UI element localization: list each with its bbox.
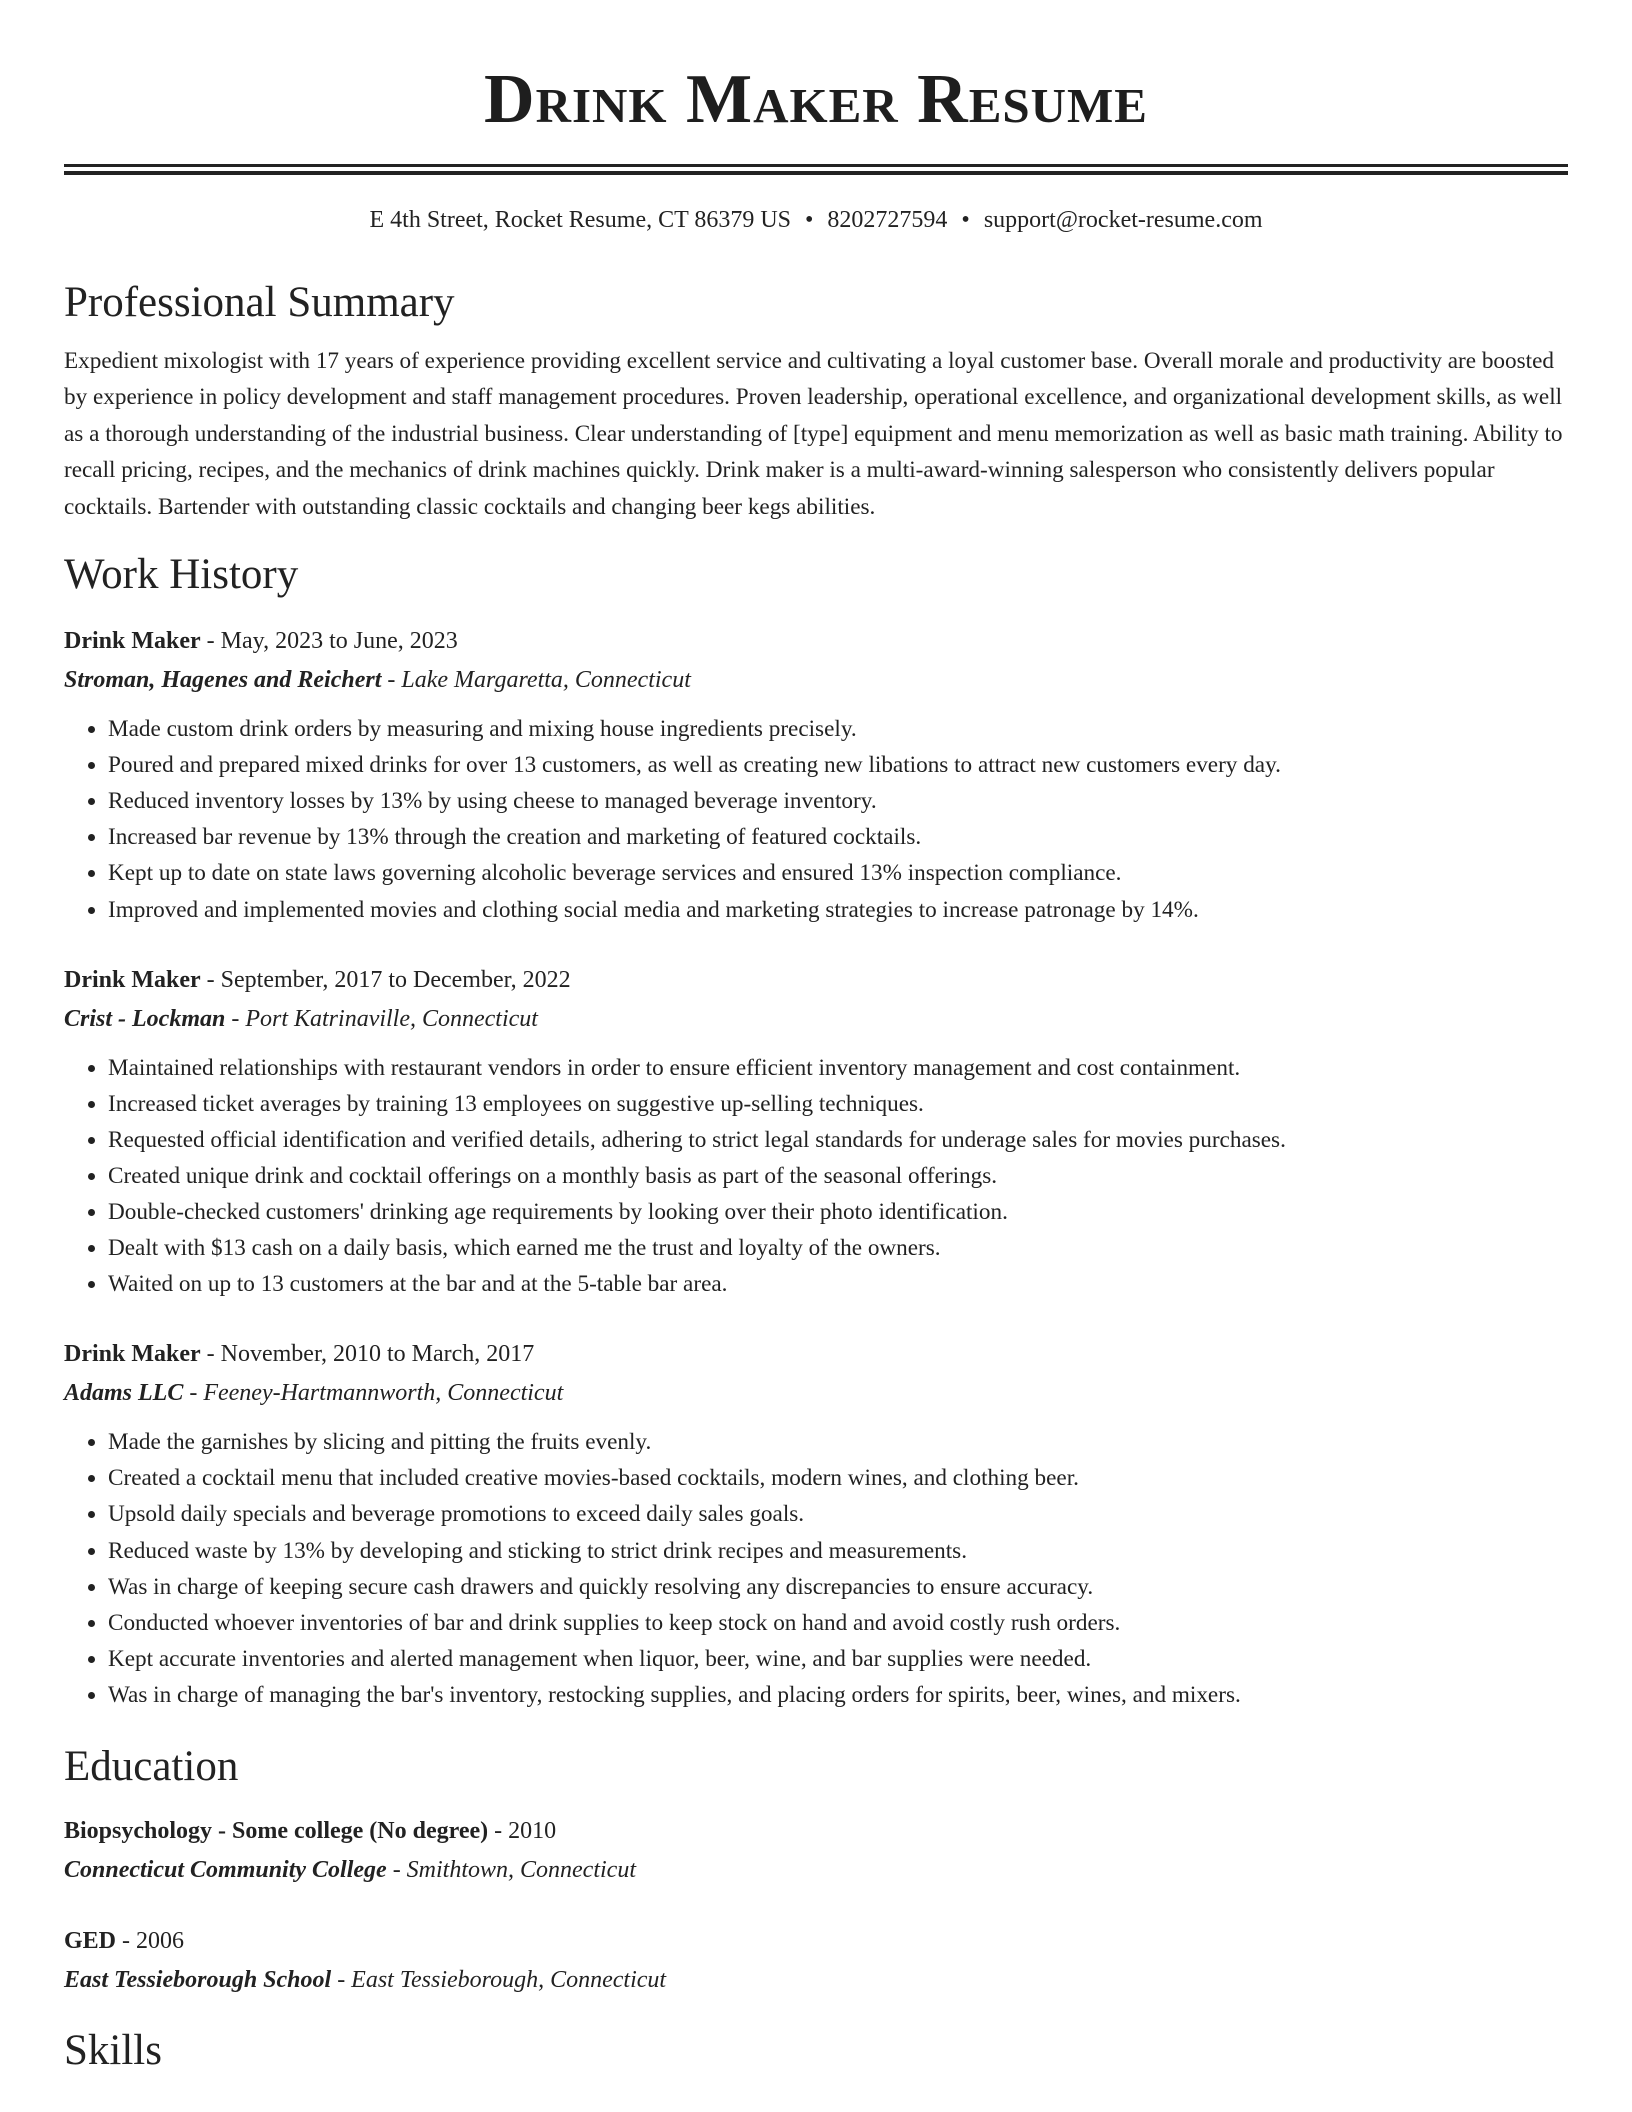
job-bullet: • Reduced waste by 13% by developing and sticking to strict drink recipes and measurements. bbox=[108, 1533, 1568, 1569]
job-bullet: • Poured and prepared mixed drinks for over 13 customers, as well as creating new libations to attract new customers every day. bbox=[108, 747, 1568, 783]
job-title-line bbox=[64, 1334, 1568, 1374]
education-school-line bbox=[64, 1961, 1568, 1999]
job-bullet: • Maintained relationships with restaurant vendors in order to ensure efficient inventory management and cost containment. bbox=[108, 1050, 1568, 1086]
job-location: - Feeney-Hartmannworth, Connecticut bbox=[183, 1380, 564, 1407]
job-title: Drink Maker bbox=[64, 966, 201, 993]
job-title: Drink Maker bbox=[64, 1341, 201, 1368]
job-entry bbox=[64, 1334, 1568, 1713]
job-bullet: • Requested official identification and verified details, adhering to strict legal standards for underage sales for movies purchases. bbox=[108, 1122, 1568, 1158]
job-bullet: • Was in charge of managing the bar's inventory, restocking supplies, and placing orders for spirits, beer, wines, and mixers. bbox=[108, 1677, 1568, 1713]
job-bullet: • Made the garnishes by slicing and pitting the fruits evenly. bbox=[108, 1424, 1568, 1460]
education-entry bbox=[64, 1811, 1568, 1889]
skills-section bbox=[64, 2025, 1568, 2077]
job-entry bbox=[64, 960, 1568, 1303]
contact-address: E 4th Street, Rocket Resume, CT 86379 US bbox=[369, 207, 792, 233]
contact-phone: 8202727594 bbox=[827, 207, 948, 233]
education-school: East Tessieborough School bbox=[64, 1967, 332, 1993]
job-bullet: • Kept up to date on state laws governing alcoholic beverage services and ensured 13% inspection compliance. bbox=[108, 855, 1568, 891]
job-location: - Port Katrinaville, Connecticut bbox=[225, 1005, 538, 1032]
education-location: - East Tessieborough, Connecticut bbox=[331, 1967, 667, 1993]
job-bullet: • Improved and implemented movies and clothing social media and marketing strategies to increase patronage by 14%. bbox=[108, 892, 1568, 928]
job-bullet: • Upsold daily specials and beverage promotions to exceed daily sales goals. bbox=[108, 1496, 1568, 1532]
education-location: - Smithtown, Connecticut bbox=[386, 1857, 636, 1883]
education-degree: Biopsychology - Some college (No degree) bbox=[64, 1818, 489, 1844]
job-title-line bbox=[64, 960, 1568, 1000]
job-bullet: • Made custom drink orders by measuring and mixing house ingredients precisely. bbox=[108, 711, 1568, 747]
job-bullet: • Kept accurate inventories and alerted management when liquor, beer, wine, and bar supplies were needed. bbox=[108, 1641, 1568, 1677]
job-company: Crist - Lockman bbox=[64, 1005, 226, 1032]
section-heading-summary: Professional Summary bbox=[64, 279, 455, 326]
job-bullet: • Dealt with $13 cash on a daily basis, which earned me the trust and loyalty of the owners. bbox=[108, 1230, 1568, 1266]
resume-title: Drink Maker Resume bbox=[484, 61, 1148, 138]
job-company: Stroman, Hagenes and Reichert bbox=[64, 667, 382, 694]
job-company-line bbox=[64, 1374, 1568, 1412]
education-entry bbox=[64, 1921, 1568, 1999]
job-bullets bbox=[64, 1050, 1568, 1303]
job-title: Drink Maker bbox=[64, 628, 201, 655]
job-bullet: • Double-checked customers' drinking age requirements by looking over their photo identification. bbox=[108, 1194, 1568, 1230]
job-dates: - September, 2017 to December, 2022 bbox=[200, 966, 571, 993]
job-bullet: • Reduced inventory losses by 13% by using cheese to managed beverage inventory. bbox=[108, 783, 1568, 819]
section-heading-skills: Skills bbox=[64, 2027, 162, 2074]
job-location: - Lake Margaretta, Connecticut bbox=[381, 667, 691, 694]
contact-email: support@rocket-resume.com bbox=[983, 207, 1263, 233]
job-bullet: • Increased ticket averages by training 13 employees on suggestive up-selling techniques. bbox=[108, 1086, 1568, 1122]
contact-separator: • bbox=[805, 207, 814, 233]
section-heading-work: Work History bbox=[64, 551, 299, 599]
job-bullet: • Was in charge of keeping secure cash drawers and quickly resolving any discrepancies to ensure accuracy. bbox=[108, 1569, 1568, 1605]
job-bullet: • Conducted whoever inventories of bar and drink supplies to keep stock on hand and avoid costly rush orders. bbox=[108, 1605, 1568, 1641]
section-heading-education: Education bbox=[64, 1743, 239, 1790]
education-year: - 2010 bbox=[488, 1818, 557, 1844]
job-dates: - May, 2023 to June, 2023 bbox=[200, 628, 458, 655]
job-title-line bbox=[64, 621, 1568, 661]
education-degree-line bbox=[64, 1811, 1568, 1851]
job-company: Adams LLC bbox=[64, 1380, 184, 1407]
education-section bbox=[64, 1741, 1568, 1999]
job-bullet: • Waited on up to 13 customers at the bar and at the 5-table bar area. bbox=[108, 1266, 1568, 1302]
professional-summary-section bbox=[64, 277, 1568, 525]
education-school: Connecticut Community College bbox=[64, 1857, 387, 1883]
summary-text: Expedient mixologist with 17 years of experience providing excellent service and cultivating a loyal customer base. Overall morale and productivity are boosted by experience in policy development and staff management procedures. Proven leadership, operational excellence, and organizational development skills, as well as a thorough understanding of the industrial business. Clear understanding of [type] equipment and menu memorization as well as basic math training. Ability to recall pricing, recipes, and the mechanics of drink machines quickly. Drink maker is a multi-award-winning salesperson who consistently delivers popular cocktails. Bartender with outstanding classic cocktails and changing beer kegs abilities. bbox=[64, 348, 1563, 520]
education-degree-line bbox=[64, 1921, 1568, 1961]
education-degree: GED bbox=[64, 1928, 117, 1954]
job-bullet: • Increased bar revenue by 13% through the creation and marketing of featured cocktails. bbox=[108, 819, 1568, 855]
job-company-line bbox=[64, 1000, 1568, 1038]
contact-line bbox=[64, 205, 1568, 235]
contact-separator: • bbox=[961, 207, 970, 233]
job-bullet: • Created unique drink and cocktail offerings on a monthly basis as part of the seasonal offerings. bbox=[108, 1158, 1568, 1194]
education-school-line bbox=[64, 1851, 1568, 1889]
job-bullets bbox=[64, 1424, 1568, 1713]
education-year: - 2006 bbox=[116, 1928, 185, 1954]
job-entry bbox=[64, 621, 1568, 928]
job-dates: - November, 2010 to March, 2017 bbox=[200, 1341, 535, 1368]
job-bullets bbox=[64, 711, 1568, 928]
work-history-section bbox=[64, 549, 1568, 1713]
title-double-rule bbox=[64, 164, 1568, 175]
job-bullet: • Created a cocktail menu that included creative movies-based cocktails, modern wines, and clothing beer. bbox=[108, 1460, 1568, 1496]
job-company-line bbox=[64, 661, 1568, 699]
